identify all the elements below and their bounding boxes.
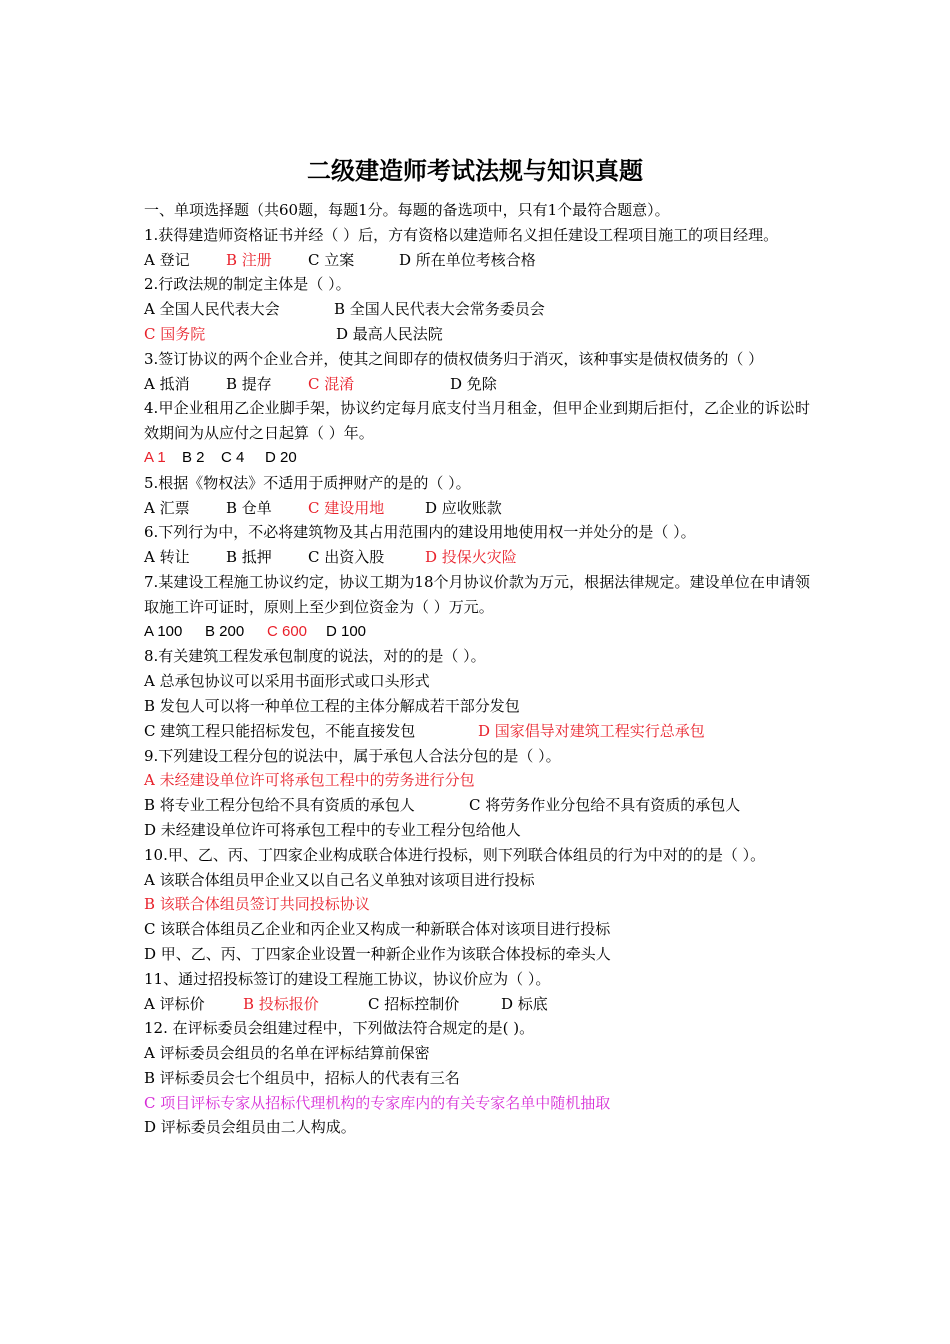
option: A 评标价 bbox=[144, 994, 205, 1013]
option-answer: B 该联合体组员签订共同投标协议 bbox=[144, 895, 370, 914]
option: A 抵消 bbox=[144, 374, 190, 393]
options-row bbox=[144, 545, 810, 570]
question-stem: 12. 在评标委员会组建过程中，下列做法符合规定的是( )。 bbox=[144, 1019, 535, 1038]
option: D 应收账款 bbox=[425, 498, 502, 517]
options-row bbox=[144, 446, 810, 471]
option: D 评标委员会组员由二人构成。 bbox=[144, 1118, 356, 1137]
option-answer: C 建设用地 bbox=[308, 498, 385, 517]
option: A 全国人民代表大会 bbox=[144, 300, 280, 319]
option: D 标底 bbox=[501, 994, 548, 1013]
question-stem: 4.甲企业租用乙企业脚手架，协议约定每月底支付当月租金，但甲企业到期后拒付，乙企业的诉讼时效期间为从应付之日起算（ ）年。 bbox=[144, 399, 810, 443]
option: A 登记 bbox=[144, 250, 190, 269]
question-stem: 8.有关建筑工程发承包制度的说法，对的的是（ ）。 bbox=[144, 647, 486, 666]
options-row bbox=[144, 248, 810, 273]
option: A 100 bbox=[144, 622, 183, 640]
option-answer: C 混淆 bbox=[308, 374, 355, 393]
question-stem: 1.获得建造师资格证书并经（ ）后，方有资格以建造师名义担任建设工程项目施工的项目经理。 bbox=[144, 225, 779, 244]
option: A 转让 bbox=[144, 548, 190, 567]
option: A 该联合体组员甲企业又以自己名义单独对该项目进行投标 bbox=[144, 870, 535, 889]
options-row bbox=[144, 793, 810, 818]
option: C 出资入股 bbox=[308, 548, 385, 567]
question-stem: 2.行政法规的制定主体是（ ）。 bbox=[144, 275, 351, 294]
option: B 全国人民代表大会常务委员会 bbox=[334, 300, 545, 319]
option: C 4 bbox=[221, 448, 245, 466]
question-stem: 3.签订协议的两个企业合并，使其之间即存的债权债务归于消灭，该种事实是债权债务的（ ） bbox=[144, 349, 764, 368]
option-answer: C 项目评标专家从招标代理机构的专家库内的有关专家名单中随机抽取 bbox=[144, 1093, 611, 1112]
options-row bbox=[144, 719, 810, 744]
options-row bbox=[144, 322, 810, 347]
option: C 立案 bbox=[308, 250, 355, 269]
option: A 评标委员会组员的名单在评标结算前保密 bbox=[144, 1044, 430, 1063]
question-stem: 10.甲、乙、丙、丁四家企业构成联合体进行投标，则下列联合体组员的行为中对的的是（ ）。 bbox=[144, 845, 766, 864]
option: D 最高人民法院 bbox=[336, 324, 443, 343]
option: B 将专业工程分包给不具有资质的承包人 bbox=[144, 796, 415, 815]
option-answer: A 未经建设单位许可将承包工程中的劳务进行分包 bbox=[144, 771, 475, 790]
option: D 未经建设单位许可将承包工程中的专业工程分包给他人 bbox=[144, 820, 521, 839]
option: A 总承包协议可以采用书面形式或口头形式 bbox=[144, 672, 430, 691]
option-answer: C 600 bbox=[267, 622, 308, 640]
question-stem: 5.根据《物权法》不适用于质押财产的是的（ ）。 bbox=[144, 473, 471, 492]
question-stem: 7.某建设工程施工协议约定，协议工期为18个月协议价款为万元，根据法律规定。建设单位在申请领取施工许可证时，原则上至少到位资金为（ ）万元。 bbox=[144, 572, 810, 616]
option: D 免除 bbox=[450, 374, 497, 393]
option: B 仓单 bbox=[226, 498, 272, 517]
page-title: 二级建造师考试法规与知识真题 bbox=[307, 157, 643, 185]
option: C 该联合体组员乙企业和丙企业又构成一种新联合体对该项目进行投标 bbox=[144, 920, 611, 939]
option: B 评标委员会七个组员中，招标人的代表有三名 bbox=[144, 1068, 460, 1087]
option-answer: B 投标报价 bbox=[243, 994, 319, 1013]
option: D 20 bbox=[265, 448, 297, 466]
option: A 汇票 bbox=[144, 498, 190, 517]
options-row bbox=[144, 620, 810, 645]
question-stem: 6.下列行为中，不必将建筑物及其占用范围内的建设用地使用权一并处分的是（ ）。 bbox=[144, 523, 696, 542]
option: D 所在单位考核合格 bbox=[399, 250, 536, 269]
option: C 将劳务作业分包给不具有资质的承包人 bbox=[469, 796, 741, 815]
option: B 抵押 bbox=[226, 548, 272, 567]
option-answer: D 投保火灾险 bbox=[425, 548, 517, 567]
option: C 建筑工程只能招标发包，不能直接发包 bbox=[144, 721, 416, 740]
section-heading: 一、单项选择题（共60题，每题1分。每题的备选项中，只有1个最符合题意）。 bbox=[144, 201, 670, 219]
option-answer: A 1 bbox=[144, 448, 166, 466]
option: B 发包人可以将一种单位工程的主体分解成若干部分发包 bbox=[144, 696, 520, 715]
options-row bbox=[144, 372, 810, 397]
options-row bbox=[144, 992, 810, 1017]
option-answer: C 国务院 bbox=[144, 324, 206, 343]
option: C 招标控制价 bbox=[368, 994, 460, 1013]
question-stem: 9.下列建设工程分包的说法中，属于承包人合法分包的是（ ）。 bbox=[144, 746, 561, 765]
option: B 2 bbox=[182, 448, 205, 466]
options-row bbox=[144, 297, 810, 322]
options-row bbox=[144, 496, 810, 521]
option-answer: D 国家倡导对建筑工程实行总承包 bbox=[478, 721, 705, 740]
option-answer: B 注册 bbox=[226, 250, 272, 269]
option: D 甲、乙、丙、丁四家企业设置一种新企业作为该联合体投标的牵头人 bbox=[144, 944, 611, 963]
option: B 200 bbox=[205, 622, 245, 640]
question-list bbox=[144, 198, 810, 1140]
option: D 100 bbox=[326, 622, 367, 640]
question-stem: 11、通过招投标签订的建设工程施工协议，协议价应为（ ）。 bbox=[144, 969, 551, 988]
option: B 提存 bbox=[226, 374, 272, 393]
